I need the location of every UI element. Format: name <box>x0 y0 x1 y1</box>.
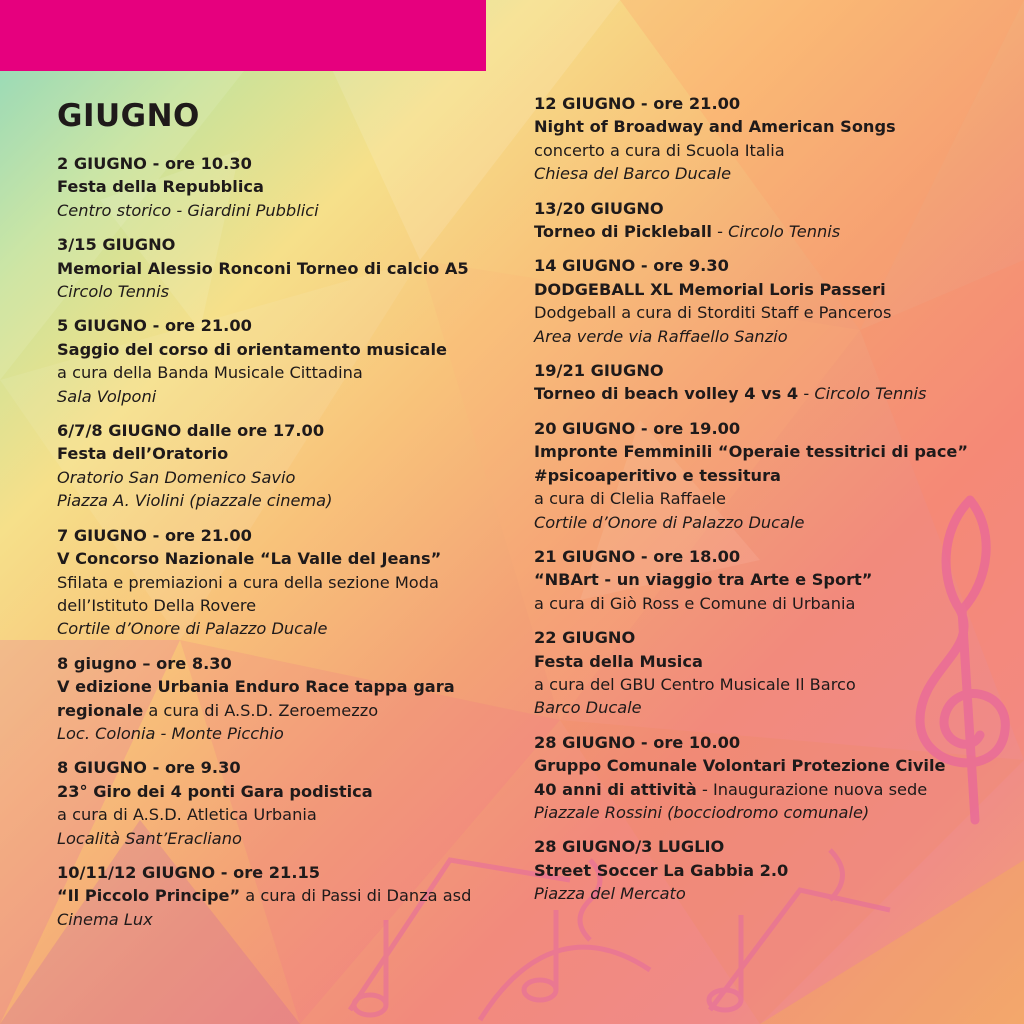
event-text: Circolo Tennis <box>814 384 927 404</box>
event-line <box>534 592 1004 615</box>
event-text: a cura della Banda Musicale Cittadina <box>57 363 363 383</box>
event-text: Festa della Repubblica <box>57 177 264 197</box>
event-item <box>534 254 1004 348</box>
event-text: Piazza A. Violini (piazzale cinema) <box>57 491 333 511</box>
event-text: Gruppo Comunale Volontari Protezione Civile <box>534 756 946 776</box>
event-text: Festa della Musica <box>534 651 703 671</box>
event-date <box>534 731 1004 754</box>
event-text: regionale <box>57 700 144 720</box>
event-line <box>534 139 1004 162</box>
event-text: a cura di A.S.D. Atletica Urbania <box>57 805 317 825</box>
event-text: 7 GIUGNO - ore 21.00 <box>57 525 252 545</box>
event-item <box>534 731 1004 825</box>
event-text: 12 GIUGNO - ore 21.00 <box>534 94 741 113</box>
event-text: a cura del GBU Centro Musicale Il Barco <box>534 674 856 694</box>
event-line <box>57 594 517 617</box>
event-line <box>57 338 517 361</box>
event-text: 13/20 GIUGNO <box>534 198 664 218</box>
event-date <box>534 359 1004 382</box>
event-line <box>534 673 1004 696</box>
event-date <box>534 545 1004 568</box>
magenta-header-bar <box>0 0 486 71</box>
event-line <box>534 801 1004 824</box>
event-line <box>534 301 1004 324</box>
event-item <box>534 197 1004 244</box>
event-line <box>534 696 1004 719</box>
event-line <box>534 568 1004 591</box>
event-text: Chiesa del Barco Ducale <box>534 164 732 184</box>
event-line <box>534 278 1004 301</box>
event-line <box>534 162 1004 185</box>
event-item <box>57 861 517 931</box>
event-line <box>534 220 1004 243</box>
event-text: 14 GIUGNO - ore 9.30 <box>534 256 729 276</box>
event-text: 40 anni di attività <box>534 779 697 799</box>
event-date <box>534 254 1004 277</box>
event-text: Dodgeball a cura di Storditi Staff e Panceros <box>534 303 892 323</box>
left-event-list <box>57 152 517 931</box>
event-text: a cura di Giò Ross e Comune di Urbania <box>534 593 856 613</box>
event-text: Impronte Femminili “Operaie tessitrici di pace” <box>534 442 969 462</box>
event-text: Piazza del Mercato <box>534 884 686 904</box>
event-text: a cura di Passi di Danza asd <box>240 886 472 906</box>
event-text: 19/21 GIUGNO <box>534 361 664 381</box>
event-line <box>57 280 517 303</box>
event-text: - Inaugurazione nuova sede <box>696 779 928 799</box>
event-line <box>57 699 517 722</box>
event-text: Street Soccer La Gabbia 2.0 <box>534 860 789 880</box>
event-date <box>534 197 1004 220</box>
event-date <box>534 626 1004 649</box>
event-date <box>57 652 517 675</box>
event-line <box>534 882 1004 905</box>
event-text: Torneo di beach volley 4 vs 4 <box>534 384 799 404</box>
event-line <box>57 257 517 280</box>
event-line <box>534 859 1004 882</box>
event-item <box>534 92 1004 186</box>
event-line <box>57 361 517 384</box>
event-item <box>57 652 517 746</box>
event-text: Sala Volponi <box>57 386 157 406</box>
event-item <box>534 359 1004 406</box>
event-date <box>57 756 517 779</box>
event-line <box>534 382 1004 405</box>
event-text: Oratorio San Domenico Savio <box>57 467 296 487</box>
event-text: Sfilata e premiazioni a cura della sezione Moda <box>57 572 439 592</box>
event-line <box>57 617 517 640</box>
event-text: 5 GIUGNO - ore 21.00 <box>57 316 252 336</box>
event-text: a cura di Clelia Raffaele <box>534 489 726 509</box>
event-text: Piazzale Rossini (bocciodromo comunale) <box>534 802 870 822</box>
event-text: “NBArt - un viaggio tra Arte e Sport” <box>534 570 873 590</box>
event-line <box>57 442 517 465</box>
left-column <box>57 96 517 942</box>
event-text: V Concorso Nazionale “La Valle del Jeans” <box>57 549 442 569</box>
event-line <box>57 884 517 907</box>
event-line <box>57 780 517 803</box>
event-date <box>534 92 1004 115</box>
event-text: Loc. Colonia - Monte Picchio <box>57 723 284 743</box>
event-text: 20 GIUGNO - ore 19.00 <box>534 418 741 438</box>
event-line <box>534 650 1004 673</box>
event-line <box>57 489 517 512</box>
event-date <box>57 152 517 175</box>
event-text: 8 GIUGNO - ore 9.30 <box>57 758 241 778</box>
event-line <box>534 511 1004 534</box>
event-date <box>57 861 517 884</box>
event-text: Circolo Tennis <box>57 282 170 302</box>
event-item <box>57 756 517 850</box>
event-item <box>57 419 517 513</box>
event-date <box>534 835 1004 858</box>
event-line <box>57 547 517 570</box>
event-text: V edizione Urbania Enduro Race tappa gara <box>57 677 455 697</box>
event-line <box>57 827 517 850</box>
event-date <box>57 419 517 442</box>
event-line <box>57 675 517 698</box>
event-item <box>534 545 1004 615</box>
event-line <box>57 199 517 222</box>
event-line <box>57 908 517 931</box>
event-text: dell’Istituto Della Rovere <box>57 595 257 615</box>
event-text: - <box>711 222 729 242</box>
event-date <box>57 524 517 547</box>
event-line <box>57 175 517 198</box>
event-line <box>534 754 1004 777</box>
event-line <box>534 778 1004 801</box>
event-item <box>534 417 1004 534</box>
event-line <box>57 571 517 594</box>
event-text: Torneo di Pickleball <box>534 222 712 242</box>
right-column <box>534 92 1004 917</box>
event-text: Area verde via Raffaello Sanzio <box>534 326 788 346</box>
event-text: Festa dell’Oratorio <box>57 444 229 464</box>
event-line <box>57 803 517 826</box>
event-text: a cura di A.S.D. Zeroemezzo <box>143 700 379 720</box>
event-item <box>57 314 517 408</box>
event-line <box>534 325 1004 348</box>
event-text: Cinema Lux <box>57 909 153 929</box>
event-text: Centro storico - Giardini Pubblici <box>57 200 319 220</box>
event-text: Cortile d’Onore di Palazzo Ducale <box>534 512 805 532</box>
event-text: Memorial Alessio Ronconi Torneo di calcio A5 <box>57 258 469 278</box>
event-text: Night of Broadway and American Songs <box>534 117 896 137</box>
event-text: 28 GIUGNO/3 LUGLIO <box>534 837 725 857</box>
event-text: 23° Giro dei 4 ponti Gara podistica <box>57 781 373 801</box>
event-item <box>534 626 1004 720</box>
event-line <box>534 115 1004 138</box>
event-text: Cortile d’Onore di Palazzo Ducale <box>57 619 328 639</box>
event-line <box>534 440 1004 463</box>
event-line <box>534 464 1004 487</box>
event-text: - <box>798 384 815 404</box>
event-text: 8 giugno – ore 8.30 <box>57 653 232 673</box>
event-item <box>534 835 1004 905</box>
event-text: 21 GIUGNO - ore 18.00 <box>534 546 741 566</box>
event-date <box>57 233 517 256</box>
event-text: 10/11/12 GIUGNO - ore 21.15 <box>57 862 320 882</box>
event-date <box>534 417 1004 440</box>
event-line <box>57 466 517 489</box>
event-item <box>57 524 517 641</box>
event-item <box>57 233 517 303</box>
right-event-list <box>534 92 1004 906</box>
event-text: Barco Ducale <box>534 698 642 718</box>
event-text: Saggio del corso di orientamento musicale <box>57 339 447 359</box>
event-line <box>534 487 1004 510</box>
event-line <box>57 385 517 408</box>
event-date <box>57 314 517 337</box>
event-text: “Il Piccolo Principe” <box>57 886 241 906</box>
event-text: 28 GIUGNO - ore 10.00 <box>534 732 741 752</box>
event-text: Località Sant’Eracliano <box>57 828 242 848</box>
event-text: 22 GIUGNO <box>534 628 636 648</box>
event-text: concerto a cura di Scuola Italia <box>534 140 785 160</box>
event-text: Circolo Tennis <box>728 222 841 242</box>
event-text: #psicoaperitivo e tessitura <box>534 465 781 485</box>
event-text: 3/15 GIUGNO <box>57 235 176 255</box>
event-line <box>57 722 517 745</box>
event-text: DODGEBALL XL Memorial Loris Passeri <box>534 279 886 299</box>
month-title: GIUGNO <box>57 98 200 134</box>
event-item <box>57 152 517 222</box>
event-text: 2 GIUGNO - ore 10.30 <box>57 154 252 173</box>
event-text: 6/7/8 GIUGNO dalle ore 17.00 <box>57 421 325 441</box>
